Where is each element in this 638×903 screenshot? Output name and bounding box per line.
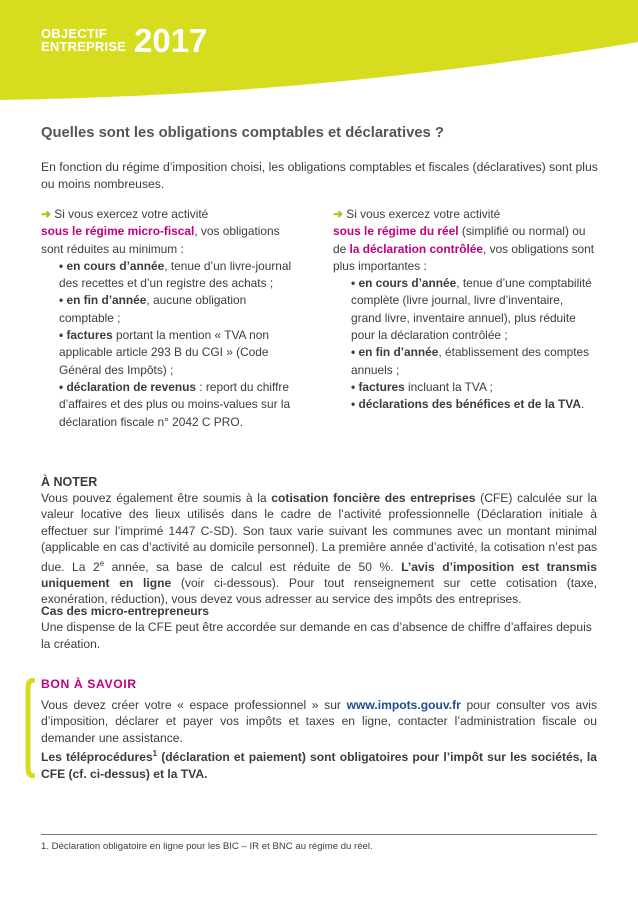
left-intro-after: , vos obligations sont réduites au minimum : xyxy=(41,224,280,256)
brand-logo xyxy=(41,22,208,59)
footnote-divider xyxy=(41,834,597,835)
brand-line-2: ENTREPRISE xyxy=(41,39,127,54)
list-item: • en fin d’année, aucune obligation comptable ; xyxy=(59,293,247,325)
list-item: • en cours d’année, tenue d’un livre-journal des recettes et d’un registre des achats ; xyxy=(59,258,292,291)
right-intro-middle: (simplifié ou normal) ou de xyxy=(333,224,586,256)
right-intro-after: , vos obligations sont plus importantes : xyxy=(333,241,595,273)
tip-title: BON À SAVOIR xyxy=(41,677,137,691)
intro-paragraph: En fonction du régime d’imposition choisi, les obligations comptables et fiscales (déclaratives) sont plus ou moins nombreuses. xyxy=(41,160,598,191)
brand-line-1: OBJECTIF xyxy=(41,26,107,41)
note-text: Vous pouvez également être soumis à la cotisation foncière des entreprises (CFE) calculée sur la valeur locative des lieux utilisés dans le cadre de l’activité professionnelle (Déclaration initiale à effectuer sur l’imprimé 1447 C-SD). Son taux varie suivant les communes avec un montant minimal (applicable en cas d’activité au domicile personnel). La première année d’activité, la cotisation n’est pas due. La 2e année, sa base de calcul est réduite de 50 %. L’avis d’imposition est transmis uniquement en ligne (voir ci-dessous). Pour tout renseignement sur cette cotisation (taxe, exonération, réduction), vous devez vous adresser au service des impôts des entreprises. xyxy=(41,491,598,607)
note-title: À NOTER xyxy=(41,475,98,489)
left-intro xyxy=(41,206,299,258)
list-item: • en cours d’année, tenue d’une comptabilité complète (livre journal, livre d’inventaire, grand livre, inventaire annuel), plus réduite pour la déclaration contrôlée ; xyxy=(351,276,592,343)
micro-entrepreneurs-section xyxy=(41,603,597,652)
footnote: 1. Déclaration obligatoire en ligne pour les BIC – IR et BNC au régime du réel. xyxy=(41,841,373,852)
right-regime: sous le régime du réel xyxy=(333,224,459,239)
right-arrow-icon: ➜ xyxy=(333,207,343,221)
micro-text: Une dispense de la CFE peut être accordée sur demande en cas d’absence de chiffre d’affaires depuis la création. xyxy=(41,620,592,651)
left-list xyxy=(41,258,299,431)
note-section xyxy=(41,474,597,608)
list-item: • déclaration de revenus : report du chiffre d’affaires et des plus ou moins-values sur la déclaration fiscale n° 2042 C PRO. xyxy=(59,379,291,429)
list-item: • factures incluant la TVA ; xyxy=(351,379,493,394)
list-item: • déclarations des bénéfices et de la TVA. xyxy=(351,397,585,412)
right-column xyxy=(333,206,595,414)
bracket-decoration xyxy=(25,678,37,778)
left-column xyxy=(41,206,299,431)
right-intro xyxy=(333,206,595,275)
left-regime: sous le régime micro-fiscal xyxy=(41,224,195,239)
left-intro-before: Si vous exercez votre activité xyxy=(54,207,209,221)
right-intro-before: Si vous exercez votre activité xyxy=(346,207,501,221)
micro-title: Cas des micro-entrepreneurs xyxy=(41,604,210,618)
page-title: Quelles sont les obligations comptables et déclaratives ? xyxy=(41,125,444,141)
list-item: • en fin d’année, établissement des comptes annuels ; xyxy=(351,345,590,377)
right-regime-2: la déclaration contrôlée xyxy=(349,241,484,256)
list-item: • factures portant la mention « TVA non applicable article 293 B du CGI » (Code Général des Impôts) ; xyxy=(59,328,269,377)
impots-link[interactable]: www.impots.gouv.fr xyxy=(346,698,461,712)
right-arrow-icon: ➜ xyxy=(41,207,51,221)
brand-words xyxy=(41,27,126,53)
tip-bold-text: Les téléprocédures$^1$ (déclaration et paiement) sont obligatoires pour l’impôt sur les sociétés, la CFE (cf. ci-dessus) et la TVA. xyxy=(41,749,597,781)
tip-section xyxy=(41,676,597,782)
brand-year: 2017 xyxy=(134,22,208,59)
tip-text: Vous devez créer votre « espace professionnel » sur www.impots.gouv.fr pour consulter vos avis d’imposition, déclarer et payer vos impôts et taxes en ligne, contacter l’administration fiscale ou demander une assistance. xyxy=(41,698,597,745)
right-list xyxy=(333,275,595,413)
